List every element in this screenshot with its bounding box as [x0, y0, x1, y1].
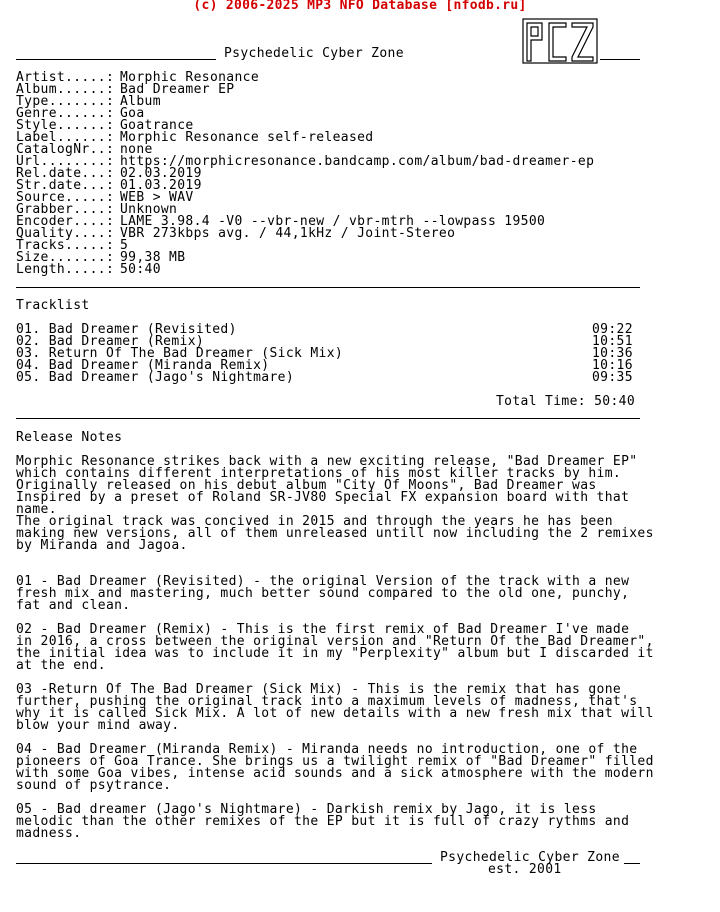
info-value: none: [120, 142, 153, 157]
notes-line: The original track was concived in 2015 and through the years he has been: [16, 514, 613, 529]
copyright-banner: (c) 2006-2025 MP3 NFO Database [nfodb.ru]: [193, 0, 527, 13]
notes-line: 04 - Bad Dreamer (Miranda Remix) - Miranda needs no introduction, one of the: [16, 742, 638, 757]
track-time: 09:35: [592, 370, 633, 385]
notes-line: the initial idea was to include it in my "Perplexity" album but I discarded it: [16, 646, 654, 661]
logo-text: PCZ: [560, 45, 566, 49]
track-time: 09:22: [592, 322, 633, 337]
info-key: Grabber....:: [16, 202, 115, 217]
notes-line: at the end.: [16, 658, 106, 673]
release-notes-heading: Release Notes: [16, 430, 123, 445]
header-group-name: Psychedelic Cyber Zone: [224, 46, 404, 61]
notes-line: by Miranda and Jagoa.: [16, 538, 188, 553]
info-key: Genre......:: [16, 106, 115, 121]
info-key: Tracks.....:: [16, 238, 115, 253]
header-rule-left: [16, 59, 216, 60]
info-key: Url........:: [16, 154, 115, 169]
notes-line: making new versions, all of them unreleased untill now including the 2 remixes: [16, 526, 654, 541]
info-key: CatalogNr..:: [16, 142, 115, 157]
notes-line: in 2016, a cross between the original version and "Return Of the Bad Dreamer",: [16, 634, 654, 649]
track-title: 01. Bad Dreamer (Revisited): [16, 322, 237, 337]
info-value: Bad Dreamer EP: [120, 82, 235, 97]
info-value: Goatrance: [120, 118, 194, 133]
track-title: 05. Bad Dreamer (Jago's Nightmare): [16, 370, 295, 385]
notes-line: fresh mix and mastering, much better sound compared to the old one, punchy,: [16, 586, 630, 601]
info-value: Unknown: [120, 202, 178, 217]
info-key: Size.......:: [16, 250, 115, 265]
info-key: Source.....:: [16, 190, 115, 205]
notes-line: pioneers of Goa Trance. She brings us a twilight remix of "Bad Dreamer" filled: [16, 754, 654, 769]
notes-line: 01 - Bad Dreamer (Revisited) - the original Version of the track with a new: [16, 574, 630, 589]
footer-rule-right: [624, 863, 640, 864]
info-key: Quality....:: [16, 226, 115, 241]
info-value: 5: [120, 238, 129, 253]
pcz-logo: [522, 18, 598, 64]
info-value: LAME 3.98.4 -V0 --vbr-new / vbr-mtrh --lowpass 19500: [120, 214, 546, 229]
footer-est: est. 2001: [488, 862, 562, 877]
notes-line: why it is called Sick Mix. A lot of new details with a new fresh mix that will: [16, 706, 654, 721]
notes-line: fat and clean.: [16, 598, 131, 613]
divider-2: [16, 418, 640, 419]
info-key: Str.date...:: [16, 178, 115, 193]
notes-line: Inspired by a preset of Roland SR-JV80 Special FX expansion board with that: [16, 490, 630, 505]
info-value: 50:40: [120, 262, 161, 277]
info-value: 01.03.2019: [120, 178, 202, 193]
notes-line: name.: [16, 502, 57, 517]
info-value: 02.03.2019: [120, 166, 202, 181]
notes-line: further, pushing the original track into a maximum levels of madness, that's: [16, 694, 638, 709]
notes-line: 02 - Bad Dreamer (Remix) - This is the first remix of Bad Dreamer I've made: [16, 622, 630, 637]
info-key: Artist.....:: [16, 70, 115, 85]
track-title: 04. Bad Dreamer (Miranda Remix): [16, 358, 270, 373]
info-value: https://morphicresonance.bandcamp.com/album/bad-dreamer-ep: [120, 154, 595, 169]
track-time: 10:51: [592, 334, 633, 349]
info-key: Type.......:: [16, 94, 115, 109]
track-title: 03. Return Of The Bad Dreamer (Sick Mix): [16, 346, 344, 361]
info-value: WEB > WAV: [120, 190, 194, 205]
info-value: Morphic Resonance: [120, 70, 260, 85]
notes-line: with some Goa vibes, intense acid sounds and a sick atmosphere with the modern: [16, 766, 654, 781]
notes-line: which contains different interpretations of his most killer tracks by him.: [16, 466, 622, 481]
divider-1: [16, 287, 640, 288]
info-key: Style......:: [16, 118, 115, 133]
track-time: 10:16: [592, 358, 633, 373]
notes-line: blow your mind away.: [16, 718, 180, 733]
info-value: Morphic Resonance self-released: [120, 130, 374, 145]
footer-rule-left: [16, 863, 432, 864]
footer-group-name: Psychedelic Cyber Zone: [440, 850, 620, 865]
notes-line: 03 -Return Of The Bad Dreamer (Sick Mix) - This is the remix that has gone: [16, 682, 622, 697]
notes-line: Morphic Resonance strikes back with a new exciting release, "Bad Dreamer EP": [16, 454, 638, 469]
info-key: Rel.date...:: [16, 166, 115, 181]
info-value: Album: [120, 94, 161, 109]
header-rule-right: [600, 59, 640, 60]
tracklist-heading: Tracklist: [16, 298, 90, 313]
notes-line: 05 - Bad dreamer (Jago's Nightmare) - Darkish remix by Jago, it is less: [16, 802, 597, 817]
notes-line: Originally released on his debut album "City Of Moons", Bad Dreamer was: [16, 478, 597, 493]
notes-line: madness.: [16, 826, 82, 841]
track-time: 10:36: [592, 346, 633, 361]
notes-line: melodic than the other remixes of the EP but it is full of crazy rythms and: [16, 814, 630, 829]
info-key: Label......:: [16, 130, 115, 145]
info-key: Length.....:: [16, 262, 115, 277]
track-title: 02. Bad Dreamer (Remix): [16, 334, 205, 349]
notes-line: sound of psytrance.: [16, 778, 172, 793]
info-key: Encoder....:: [16, 214, 115, 229]
info-value: 99,38 MB: [120, 250, 186, 265]
total-time: Total Time: 50:40: [496, 394, 636, 409]
info-value: VBR 273kbps avg. / 44,1kHz / Joint-Stereo: [120, 226, 456, 241]
info-value: Goa: [120, 106, 145, 121]
info-key: Album......:: [16, 82, 115, 97]
